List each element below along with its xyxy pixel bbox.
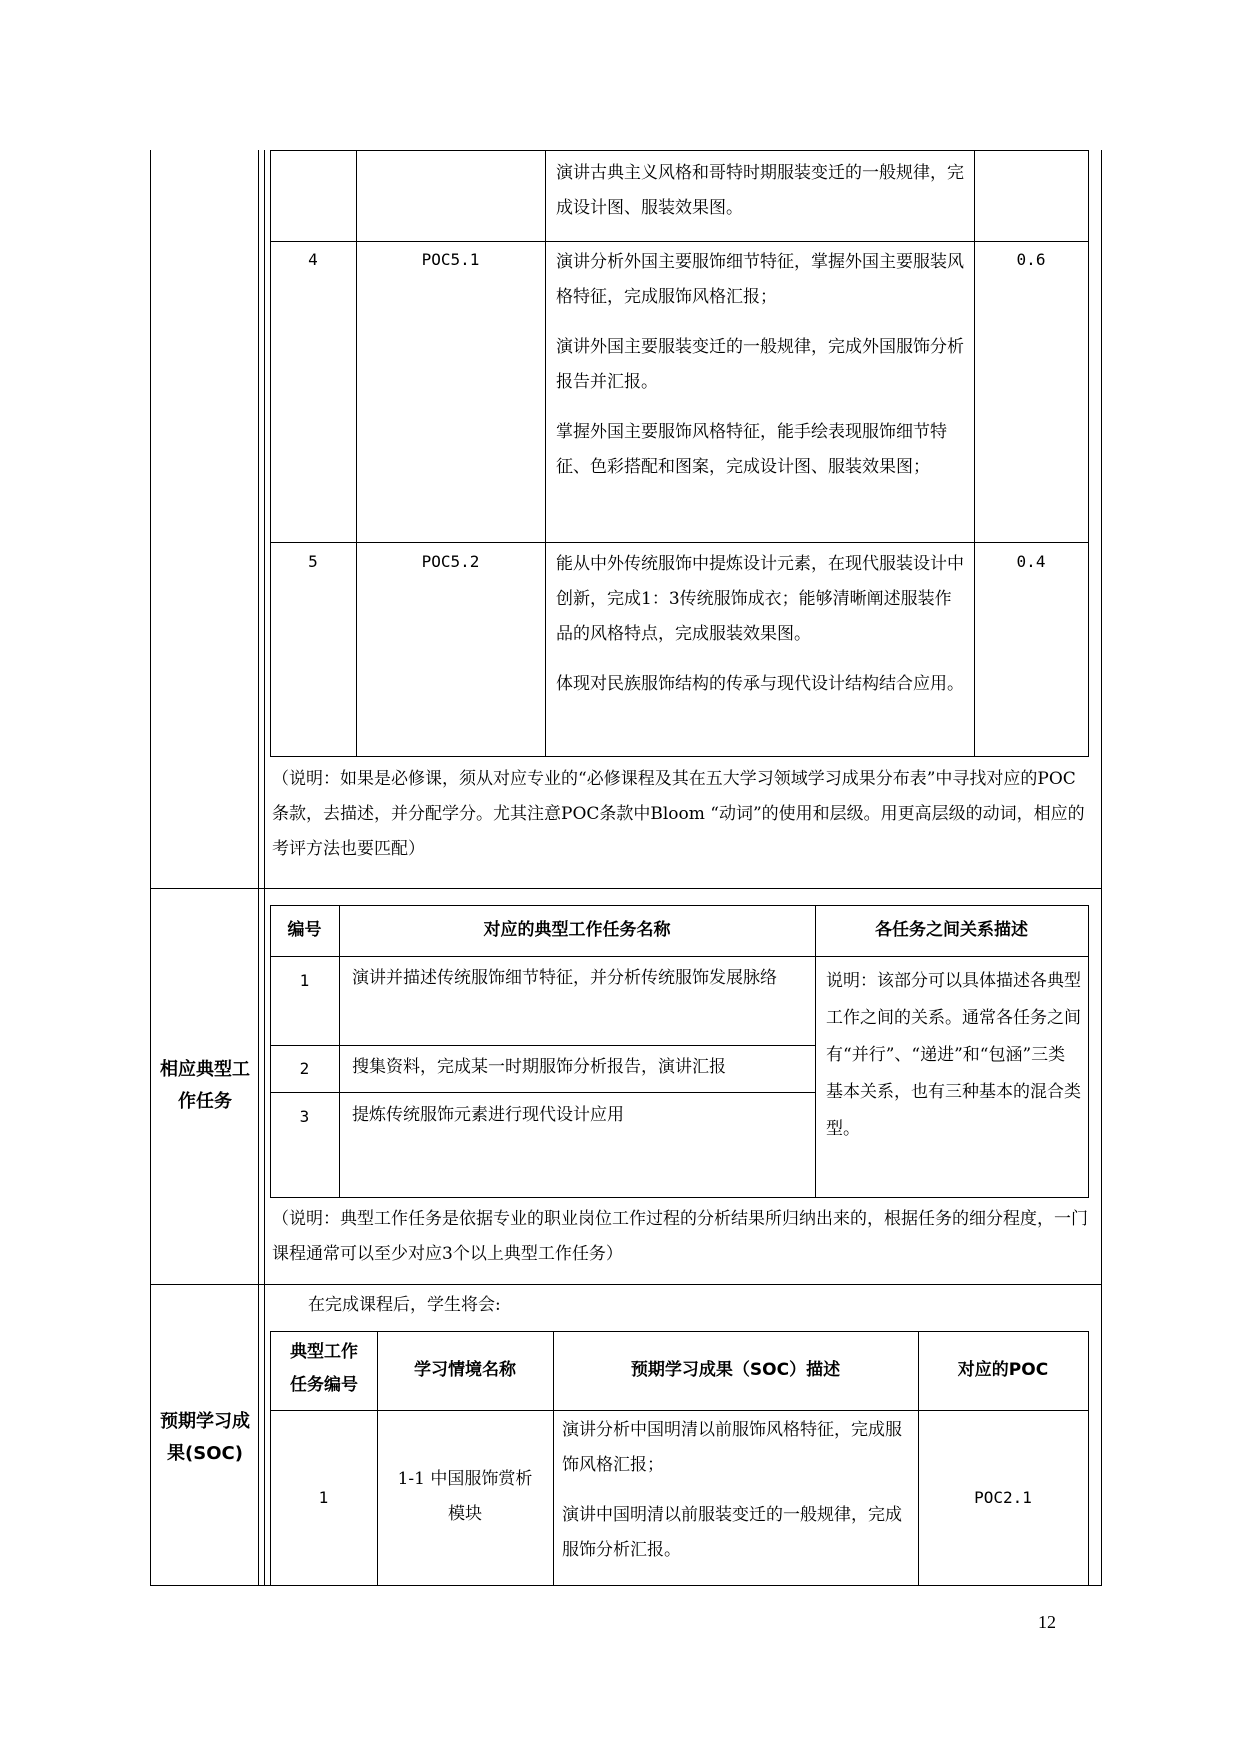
row-description: 掌握外国主要服饰风格特征，能手绘表现服饰细节特征、色彩搭配和图案，完成设计图、服装效果图； — [556, 422, 947, 477]
row-description: 能从中外传统服饰中提炼设计元素，在现代服装设计中创新，完成1：3传统服饰成衣；能够清晰阐述服装作品的风格特点，完成服装效果图。 — [556, 554, 964, 644]
header-number: 编号 — [287, 920, 322, 940]
task-name: 搜集资料，完成某一时期服饰分析报告，演讲汇报 — [352, 1057, 726, 1077]
task-number: 3 — [299, 1107, 310, 1126]
row-description: 体现对民族服饰结构的传承与现代设计结构结合应用。 — [556, 674, 964, 694]
relation-description: 说明：该部分可以具体描述各典型工作之间的关系。通常各任务之间有“并行”、“递进”和“包涵”三类基本关系，也有三种基本的混合类型。 — [826, 971, 1081, 1139]
table-row — [562, 1413, 910, 1568]
soc-poc-code: POC2.1 — [974, 1488, 1032, 1507]
row-weight: 0.4 — [1016, 552, 1046, 571]
header-soc: 预期学习成果（SOC）描述 — [630, 1360, 841, 1380]
section-divider-1 — [150, 888, 1102, 889]
soc-intro: 在完成课程后，学生将会: — [308, 1295, 501, 1315]
label-column-divider — [258, 150, 259, 1586]
row-description: 演讲外国主要服装变迁的一般规律，完成外国服饰分析报告并汇报。 — [556, 337, 964, 392]
header-task-name: 对应的典型工作任务名称 — [483, 920, 671, 940]
row-poc-code: POC5.2 — [421, 552, 480, 571]
label-column-divider-inner — [264, 150, 265, 1586]
outer-left-border — [150, 150, 151, 1586]
table-row — [556, 245, 966, 485]
task-name: 演讲并描述传统服饰细节特征，并分析传统服饰发展脉络 — [352, 968, 777, 988]
table-row — [556, 156, 966, 226]
section-label-typical-tasks: 相应典型工作任务 — [160, 1059, 250, 1112]
page-number: 12 — [1038, 1612, 1056, 1632]
soc-context-name: 1-1 中国服饰赏析模块 — [397, 1469, 533, 1524]
header-context: 学习情境名称 — [414, 1360, 516, 1380]
soc-description: 演讲分析中国明清以前服饰风格特征，完成服饰风格汇报； — [562, 1420, 902, 1475]
task-name: 提炼传统服饰元素进行现代设计应用 — [352, 1105, 624, 1125]
poc-note: （说明：如果是必修课，须从对应专业的“必修课程及其在五大学习领域学习成果分布表”中寻找对应的POC条款，去描述，并分配学分。尤其注意POC条款中Bloom “动词”的使用和层级。用更高层级的动词，相应的考评方法也要匹配） — [272, 769, 1085, 859]
soc-task-number: 1 — [318, 1488, 329, 1507]
header-task-number: 典型工作任务编号 — [290, 1342, 358, 1395]
section-label-soc: 预期学习成果(SOC) — [160, 1411, 250, 1464]
table-row — [556, 547, 966, 702]
row-description: 演讲分析外国主要服饰细节特征，掌握外国主要服装风格特征，完成服饰风格汇报； — [556, 252, 964, 307]
header-relation: 各任务之间关系描述 — [875, 920, 1028, 940]
task-number: 1 — [299, 971, 310, 990]
soc-description: 演讲中国明清以前服装变迁的一般规律，完成服饰分析汇报。 — [562, 1505, 902, 1560]
work-task-note: （说明：典型工作任务是依据专业的职业岗位工作过程的分析结果所归纳出来的，根据任务的细分程度，一门课程通常可以至少对应3个以上典型工作任务） — [272, 1209, 1088, 1264]
task-number: 2 — [299, 1059, 310, 1078]
row-number: 4 — [308, 250, 318, 269]
row-weight: 0.6 — [1016, 250, 1046, 269]
row-description: 演讲古典主义风格和哥特时期服装变迁的一般规律，完成设计图、服装效果图。 — [556, 163, 964, 218]
row-poc-code: POC5.1 — [421, 250, 480, 269]
section-divider-2 — [150, 1284, 1102, 1285]
header-poc: 对应的POC — [957, 1360, 1049, 1380]
row-number: 5 — [308, 552, 318, 571]
outer-bottom-border — [150, 1585, 1102, 1586]
outer-right-border — [1101, 150, 1102, 1586]
